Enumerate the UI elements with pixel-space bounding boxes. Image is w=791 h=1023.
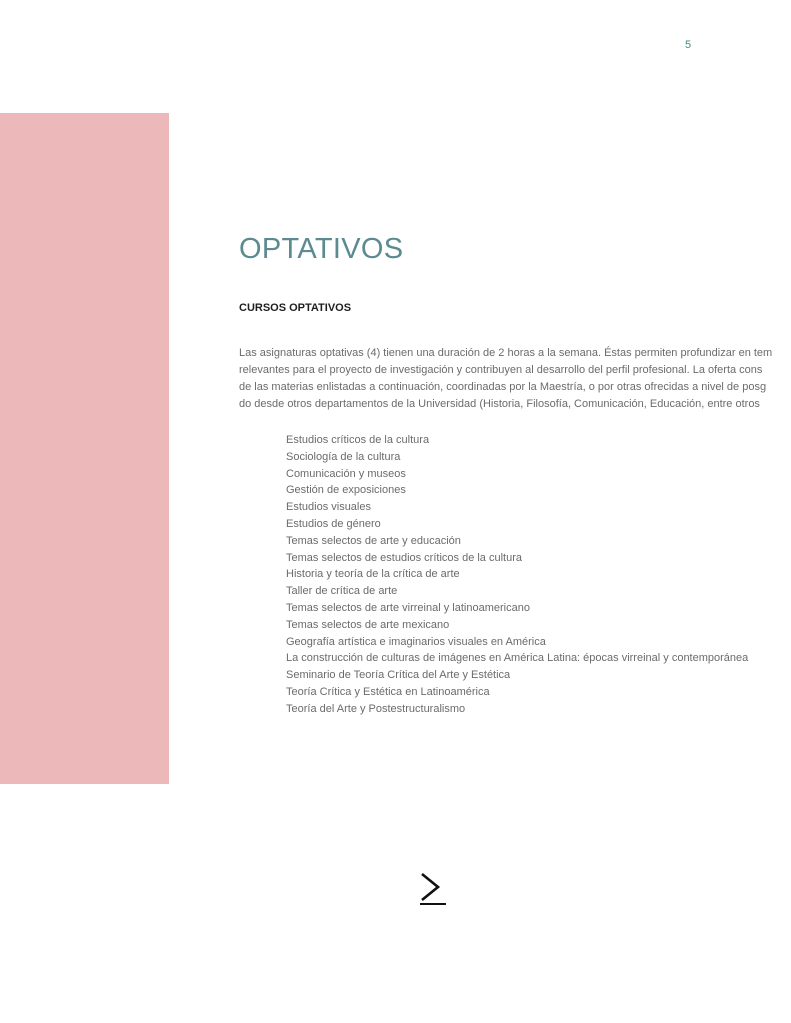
course-item: Comunicación y museos bbox=[286, 467, 406, 480]
intro-line: do desde otros departamentos de la Universidad (Historia, Filosofía, Comunicación, Educación, entre otros bbox=[239, 398, 760, 410]
course-item: Seminario de Teoría Crítica del Arte y Estética bbox=[286, 669, 511, 682]
course-item: Taller de crítica de arte bbox=[286, 585, 398, 598]
course-item: Temas selectos de arte virreinal y latinoamericano bbox=[286, 601, 530, 614]
course-item: Historia y teoría de la crítica de arte bbox=[286, 568, 460, 581]
section-title: OPTATIVOS bbox=[239, 233, 404, 265]
course-item: Teoría del Arte y Postestructuralismo bbox=[286, 702, 466, 715]
course-item: Geografía artística e imaginarios visuales en América bbox=[286, 635, 546, 648]
course-item: Sociología de la cultura bbox=[286, 450, 401, 463]
intro-line: de las materias enlistadas a continuación, coordinadas por la Maestría, o por otras ofrecidas a nivel de posg bbox=[239, 381, 767, 393]
chevron-logo-icon bbox=[418, 872, 448, 906]
course-item: Gestión de exposiciones bbox=[286, 484, 406, 497]
course-list bbox=[286, 432, 791, 718]
course-item: Temas selectos de arte y educación bbox=[286, 534, 461, 547]
section-subheading: CURSOS OPTATIVOS bbox=[239, 302, 352, 314]
course-item: Temas selectos de estudios críticos de la cultura bbox=[286, 551, 523, 564]
course-item: Estudios visuales bbox=[286, 501, 371, 514]
page-number: 5 bbox=[684, 39, 692, 51]
course-item: Teoría Crítica y Estética en Latinoamérica bbox=[286, 685, 490, 698]
course-item: La construcción de culturas de imágenes en América Latina: épocas virreinal y contemporánea bbox=[286, 652, 749, 665]
intro-paragraph bbox=[239, 345, 791, 413]
intro-line: Las asignaturas optativas (4) tienen una duración de 2 horas a la semana. Éstas permiten profundizar en tem bbox=[239, 347, 773, 359]
course-item: Temas selectos de arte mexicano bbox=[286, 618, 450, 631]
course-item: Estudios críticos de la cultura bbox=[286, 434, 430, 446]
course-item: Estudios de género bbox=[286, 517, 381, 530]
intro-line: relevantes para el proyecto de investigación y contribuyen al desarrollo del perfil profesional. La oferta cons bbox=[239, 364, 763, 376]
decorative-side-band bbox=[0, 113, 169, 784]
